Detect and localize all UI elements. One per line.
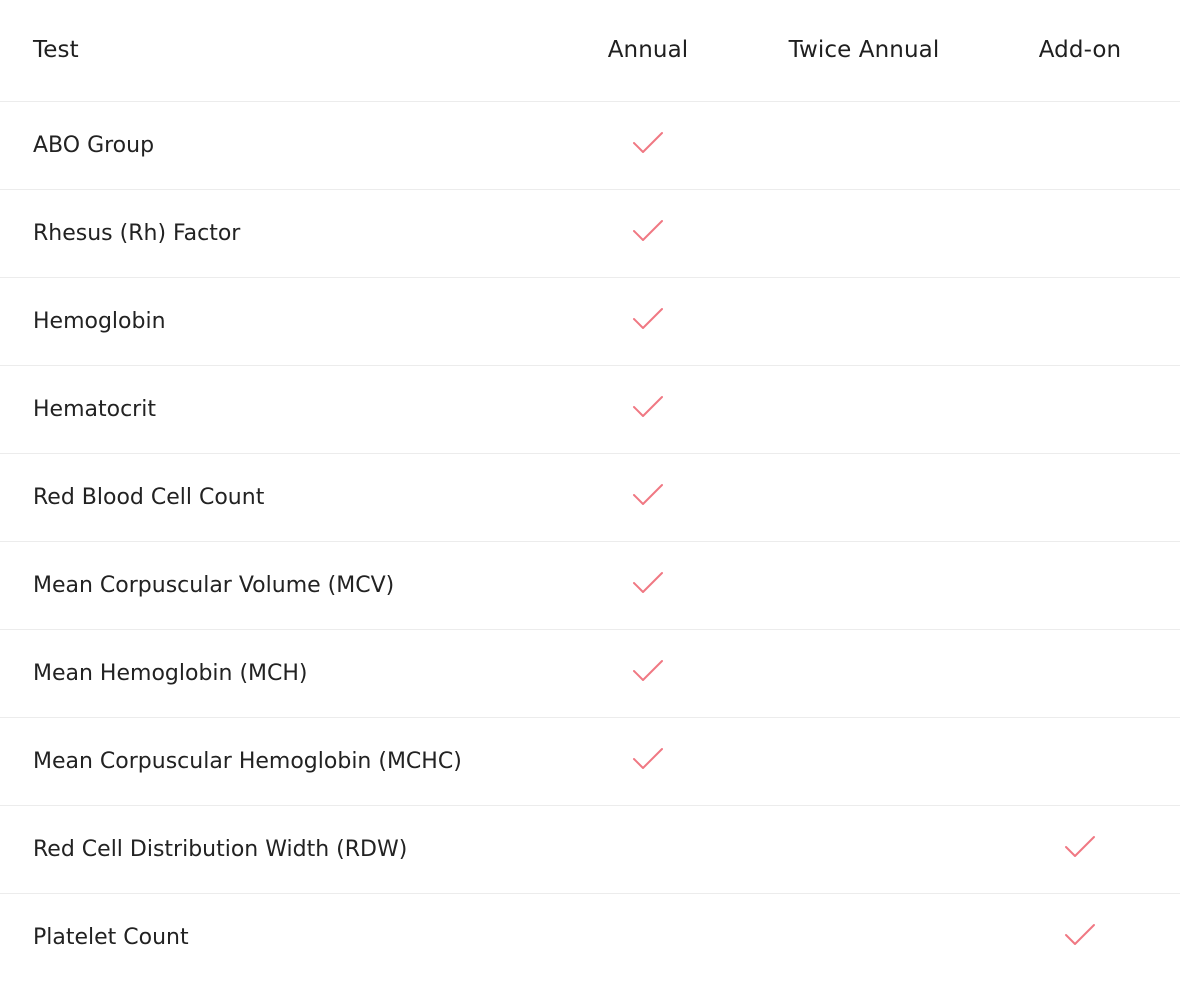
column-header-annual: Annual bbox=[607, 37, 689, 64]
twice-annual-cell bbox=[740, 629, 988, 717]
twice-annual-cell bbox=[740, 189, 988, 277]
annual-cell bbox=[556, 717, 740, 805]
twice-annual-cell bbox=[740, 453, 988, 541]
check-icon bbox=[632, 747, 664, 771]
annual-cell bbox=[556, 805, 740, 893]
add-on-cell bbox=[988, 277, 1180, 365]
add-on-cell bbox=[988, 101, 1180, 189]
test-name: Mean Corpuscular Hemoglobin (MCHC) bbox=[33, 748, 462, 774]
twice-annual-cell bbox=[740, 365, 988, 453]
table-row bbox=[0, 717, 1180, 805]
check-icon bbox=[1064, 835, 1096, 859]
test-name: ABO Group bbox=[33, 132, 155, 158]
check-icon bbox=[632, 571, 664, 595]
table-row bbox=[0, 541, 1180, 629]
annual-cell bbox=[556, 277, 740, 365]
table-row bbox=[0, 101, 1180, 189]
test-name: Hematocrit bbox=[33, 396, 156, 422]
check-icon bbox=[632, 659, 664, 683]
twice-annual-cell bbox=[740, 805, 988, 893]
add-on-cell bbox=[988, 365, 1180, 453]
annual-cell bbox=[556, 189, 740, 277]
twice-annual-cell bbox=[740, 717, 988, 805]
table-row bbox=[0, 365, 1180, 453]
twice-annual-cell bbox=[740, 101, 988, 189]
check-icon bbox=[632, 219, 664, 243]
test-name: Mean Corpuscular Volume (MCV) bbox=[33, 572, 395, 598]
annual-cell bbox=[556, 453, 740, 541]
column-header-twice-annual: Twice Annual bbox=[788, 37, 940, 64]
test-name: Platelet Count bbox=[33, 924, 189, 950]
table-row bbox=[0, 453, 1180, 541]
table-body bbox=[0, 101, 1180, 981]
twice-annual-cell bbox=[740, 541, 988, 629]
check-icon bbox=[632, 131, 664, 155]
table-header bbox=[0, 0, 1180, 101]
twice-annual-cell bbox=[740, 893, 988, 981]
test-name: Red Blood Cell Count bbox=[33, 484, 265, 510]
check-icon bbox=[632, 307, 664, 331]
annual-cell bbox=[556, 893, 740, 981]
table-row bbox=[0, 893, 1180, 981]
add-on-cell bbox=[988, 805, 1180, 893]
annual-cell bbox=[556, 101, 740, 189]
header-row bbox=[0, 0, 1180, 101]
add-on-cell bbox=[988, 189, 1180, 277]
annual-cell bbox=[556, 629, 740, 717]
check-icon bbox=[632, 483, 664, 507]
add-on-cell bbox=[988, 453, 1180, 541]
annual-cell bbox=[556, 365, 740, 453]
twice-annual-cell bbox=[740, 277, 988, 365]
test-name: Rhesus (Rh) Factor bbox=[33, 220, 241, 246]
test-name: Red Cell Distribution Width (RDW) bbox=[33, 836, 408, 862]
column-header-test: Test bbox=[33, 37, 79, 64]
add-on-cell bbox=[988, 717, 1180, 805]
table-row bbox=[0, 277, 1180, 365]
add-on-cell bbox=[988, 629, 1180, 717]
test-name: Hemoglobin bbox=[33, 308, 166, 334]
column-header-add-on: Add-on bbox=[1038, 37, 1122, 64]
annual-cell bbox=[556, 541, 740, 629]
table-row bbox=[0, 189, 1180, 277]
add-on-cell bbox=[988, 893, 1180, 981]
check-icon bbox=[632, 395, 664, 419]
check-icon bbox=[1064, 923, 1096, 947]
table-row bbox=[0, 805, 1180, 893]
add-on-cell bbox=[988, 541, 1180, 629]
test-name: Mean Hemoglobin (MCH) bbox=[33, 660, 308, 686]
table-row bbox=[0, 629, 1180, 717]
